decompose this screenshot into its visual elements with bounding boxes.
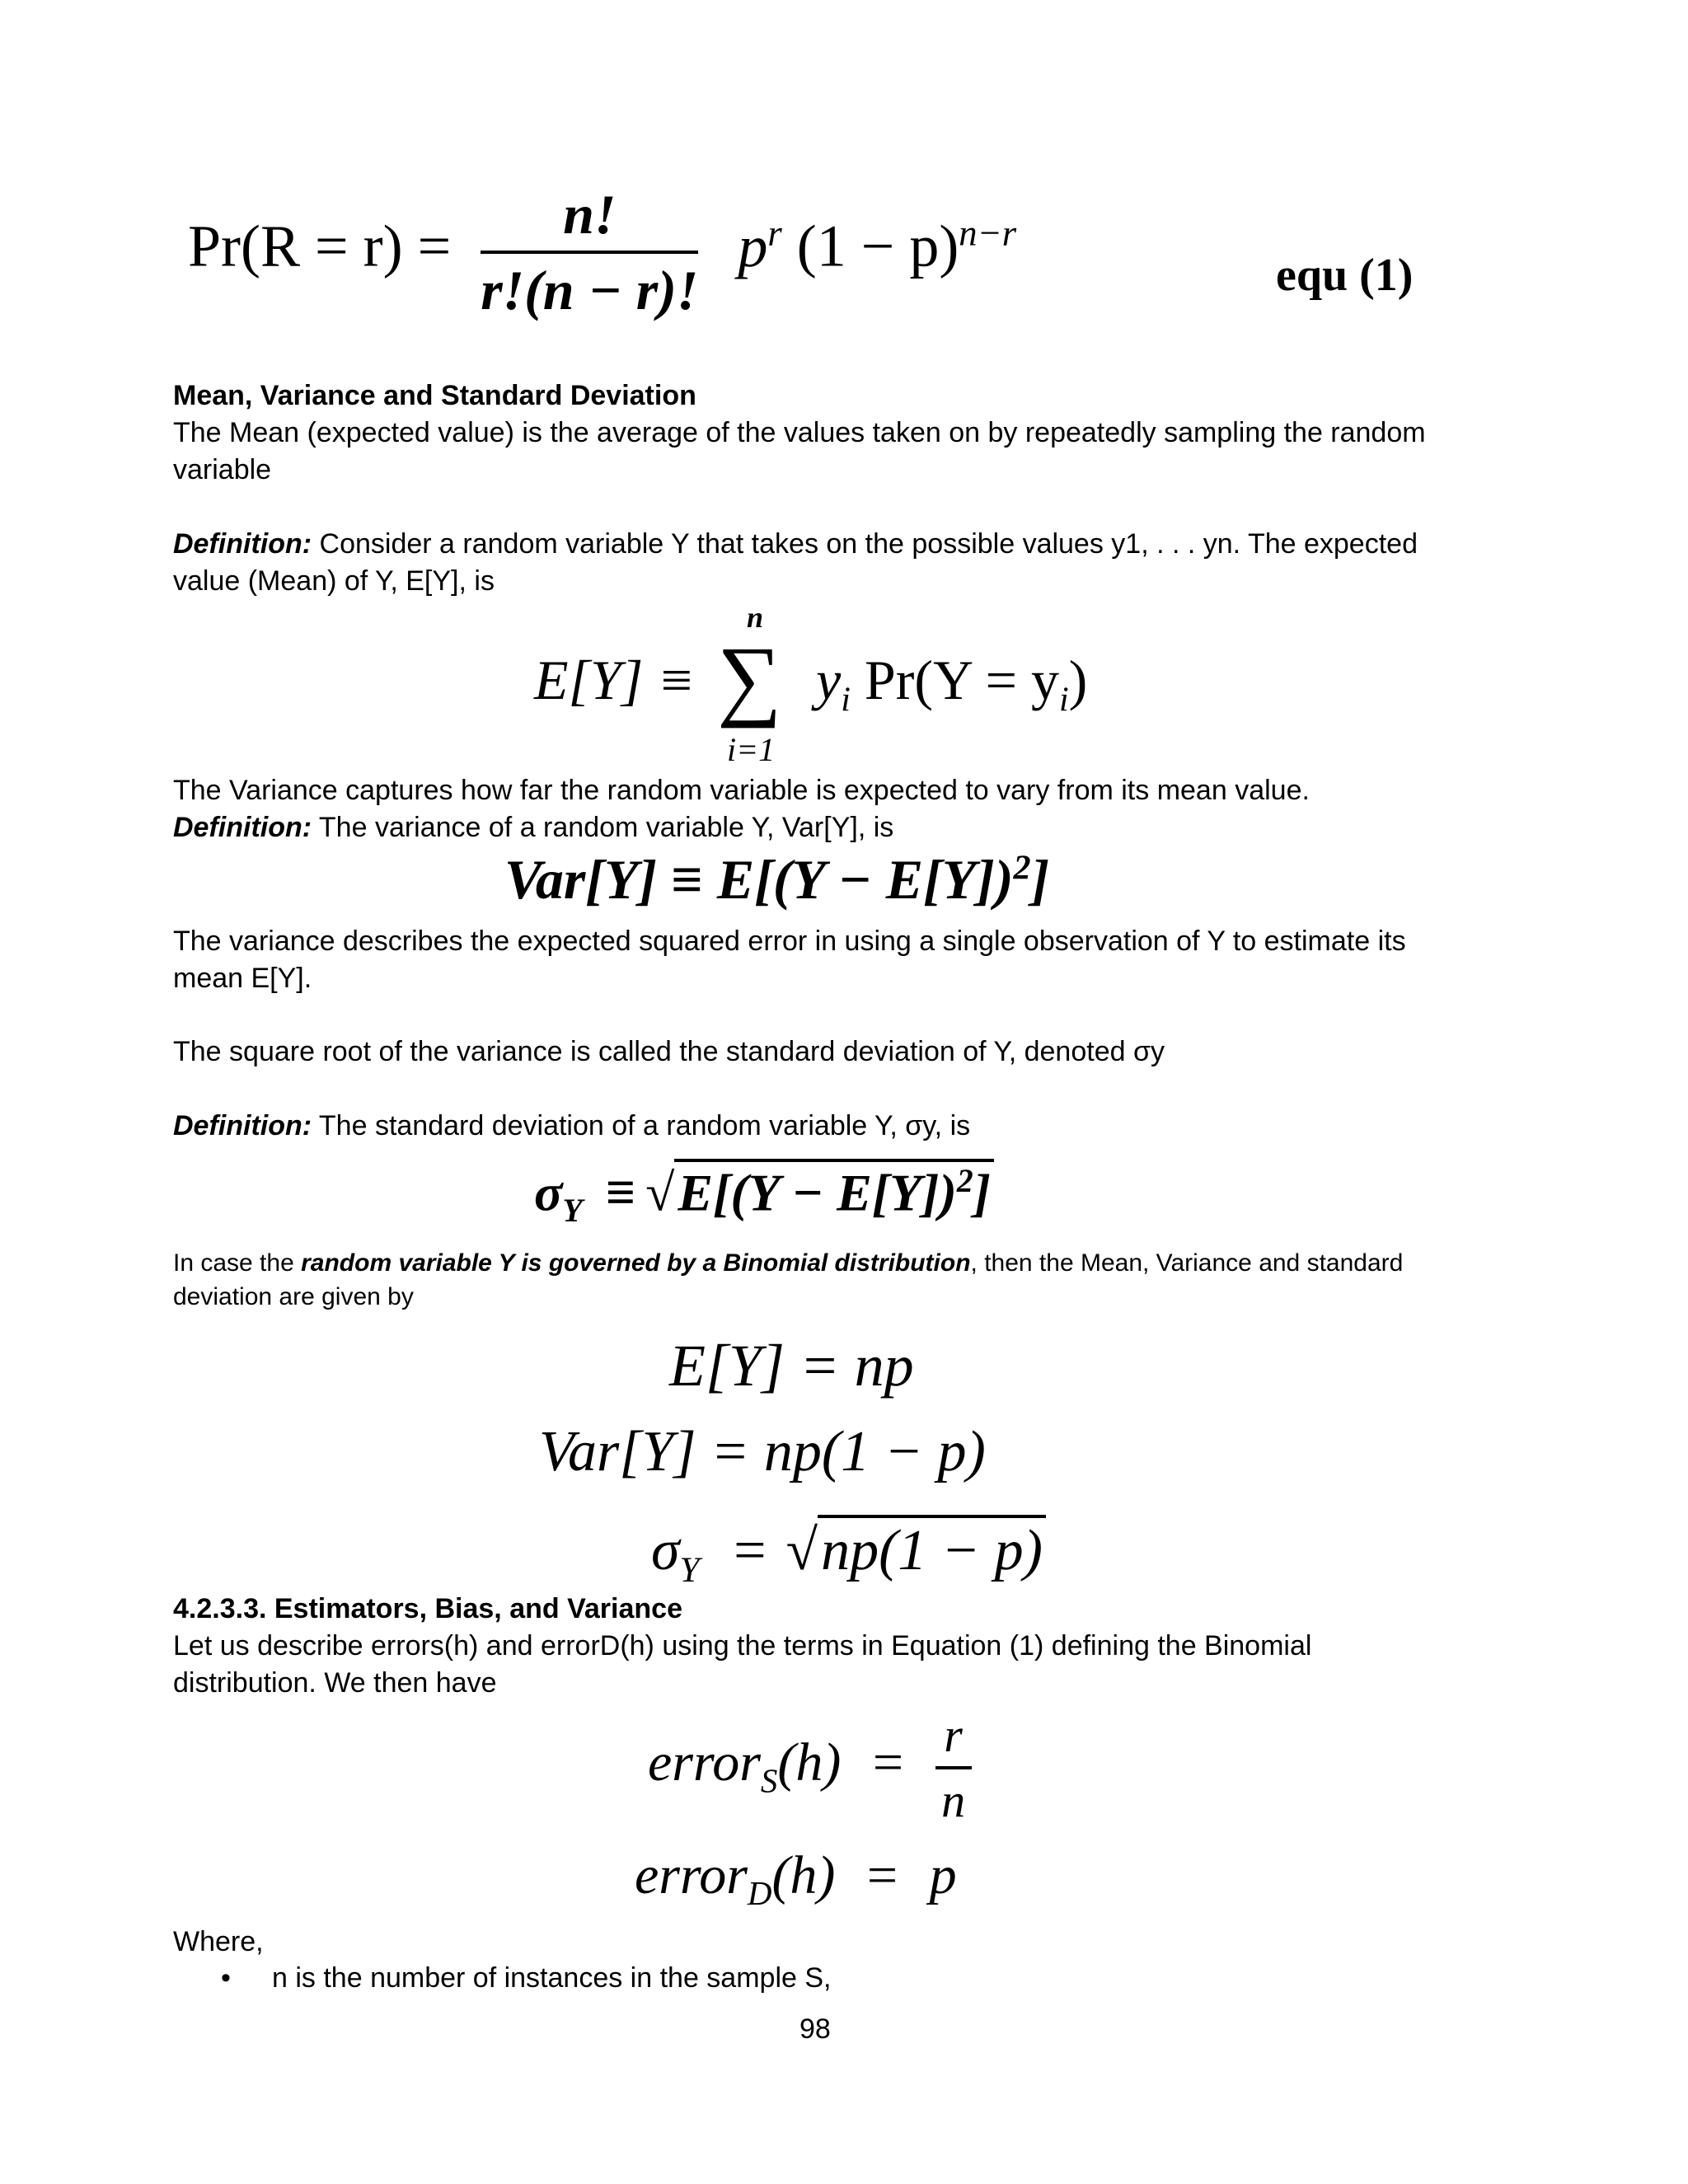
eq-sd-radicand-sup: 2 <box>956 1163 973 1199</box>
binomial-post: , then the Mean, Variance and standard deviation are given by <box>173 1249 1404 1310</box>
eq-sd-radicand-close: ] <box>973 1163 992 1222</box>
eq-sd-sub: Y <box>562 1193 583 1230</box>
eq-mean-pr: Pr(Y = y <box>864 649 1059 711</box>
eq-sd-radical: √ <box>645 1163 675 1222</box>
eq1-one-minus-p: (1 − p) <box>796 213 959 279</box>
where-label: Where, <box>173 1926 264 1957</box>
eq-mean-pri: i <box>1058 680 1069 719</box>
sigma-symbol: ∑ <box>717 628 782 729</box>
definition-label: Definition: <box>173 1110 312 1141</box>
eq-sd-radicand <box>674 1159 994 1223</box>
binomial-emph: random variable Y is governed by a Binomial distribution <box>301 1249 971 1277</box>
eq-bsd-eq: = <box>734 1519 767 1582</box>
eq-bsd-radicand: np(1 − p) <box>818 1515 1046 1584</box>
err-s-eq: = <box>872 1732 904 1793</box>
binomial-pre: In case the <box>173 1249 302 1277</box>
err-s-den: n <box>941 1774 966 1827</box>
err-s-h: (h) <box>777 1732 842 1793</box>
bullet-text: n is the number of instances in the sample S, <box>272 1962 832 1994</box>
variance-description: The variance describes the expected squared error in using a single observation of Y to estimate its mean E[Y]. <box>173 926 1406 994</box>
estimators-text: Let us describe errors(h) and errorD(h) using the terms in Equation (1) defining the Binomial distribution. We then have <box>173 1630 1312 1699</box>
eq-mean-lhs: E[Y] ≡ <box>534 649 696 711</box>
err-d-lhs: error <box>635 1845 748 1905</box>
eq-var-close: ] <box>1030 848 1050 911</box>
mean-definition <box>173 526 1442 600</box>
equation-error-s <box>648 1708 972 1828</box>
err-s-bar <box>935 1766 972 1769</box>
eq-mean-lower: i=1 <box>727 731 776 768</box>
equation-error-d <box>635 1844 957 1913</box>
eq-bsd-sub: Y <box>679 1550 700 1590</box>
section-heading-mean: Mean, Variance and Standard Deviation <box>173 380 696 411</box>
equation-1 <box>188 181 1016 323</box>
equation-binomial-sd <box>651 1515 1046 1591</box>
err-s-fraction <box>935 1708 972 1828</box>
definition-label: Definition: <box>173 812 312 843</box>
eq-var-body: Var[Y] ≡ E[(Y − E[Y]) <box>504 848 1014 911</box>
sd-intro: The square root of the variance is called the standard deviation of Y, denoted σy <box>173 1036 1165 1067</box>
eq1-lhs: Pr(R = r) = <box>188 213 452 279</box>
eq1-p: p <box>738 213 768 279</box>
err-d-eq: = <box>866 1845 898 1905</box>
definition-text: The standard deviation of a random variable Y, σy, is <box>312 1110 971 1141</box>
eq1-fraction <box>481 181 698 323</box>
binomial-paragraph <box>173 1246 1459 1314</box>
equation-1-tag: equ (1) <box>1276 250 1414 301</box>
eq-mean-y: y <box>816 649 842 711</box>
eq-bsd-radical: √ <box>785 1519 818 1582</box>
definition-text: Consider a random variable Y that takes on the possible values y1, . . . yn. The expected value (Mean) of Y, E[Y], is <box>173 528 1418 597</box>
err-d-sub: D <box>747 1875 772 1913</box>
definition-label: Definition: <box>173 528 312 560</box>
equation-binomial-variance: Var[Y] = np(1 − p) <box>539 1420 986 1483</box>
eq-sd-equiv: ≡ <box>605 1163 636 1222</box>
mean-intro: The Mean (expected value) is the average of the values taken on by repeatedly sampling the random variable <box>173 417 1426 485</box>
err-d-h: (h) <box>771 1845 836 1905</box>
eq-mean-body <box>816 648 1087 720</box>
equation-binomial-mean: E[Y] = np <box>669 1333 914 1399</box>
eq1-denominator: r!(n − r)! <box>481 259 699 321</box>
equation-variance <box>504 847 1049 912</box>
err-d-rhs: p <box>929 1845 957 1905</box>
eq-bsd-sigma: σ <box>651 1519 680 1582</box>
eq-mean-upper: n <box>747 601 764 634</box>
sd-definition <box>173 1108 970 1145</box>
err-s-lhs: error <box>648 1732 761 1793</box>
bullet-icon: • <box>221 1962 231 1994</box>
section-heading-estimators: 4.2.3.3. Estimators, Bias, and Variance <box>173 1593 682 1624</box>
err-s-sub: S <box>760 1762 778 1800</box>
eq-sd-radicand-text: E[(Y − E[Y]) <box>678 1163 957 1222</box>
eq1-fraction-bar <box>481 251 698 254</box>
eq-mean-close: ) <box>1068 649 1088 711</box>
bullet-item <box>221 1960 831 1997</box>
definition-text: The variance of a random variable Y, Var[Y], is <box>312 812 894 843</box>
err-s-num: r <box>944 1708 963 1762</box>
eq-mean-yi: i <box>841 680 851 719</box>
eq-sd-sigma: σ <box>534 1163 563 1222</box>
eq1-one-minus-p-exp: n−r <box>959 212 1017 254</box>
eq-var-sup: 2 <box>1013 848 1031 888</box>
equation-sd <box>534 1159 994 1230</box>
variance-definition <box>173 809 893 846</box>
eq1-numerator: n! <box>563 183 617 246</box>
variance-intro: The Variance captures how far the random variable is expected to vary from its mean value. <box>173 775 1310 806</box>
page-number: 98 <box>799 2013 831 2045</box>
eq1-p-exp: r <box>767 212 782 254</box>
